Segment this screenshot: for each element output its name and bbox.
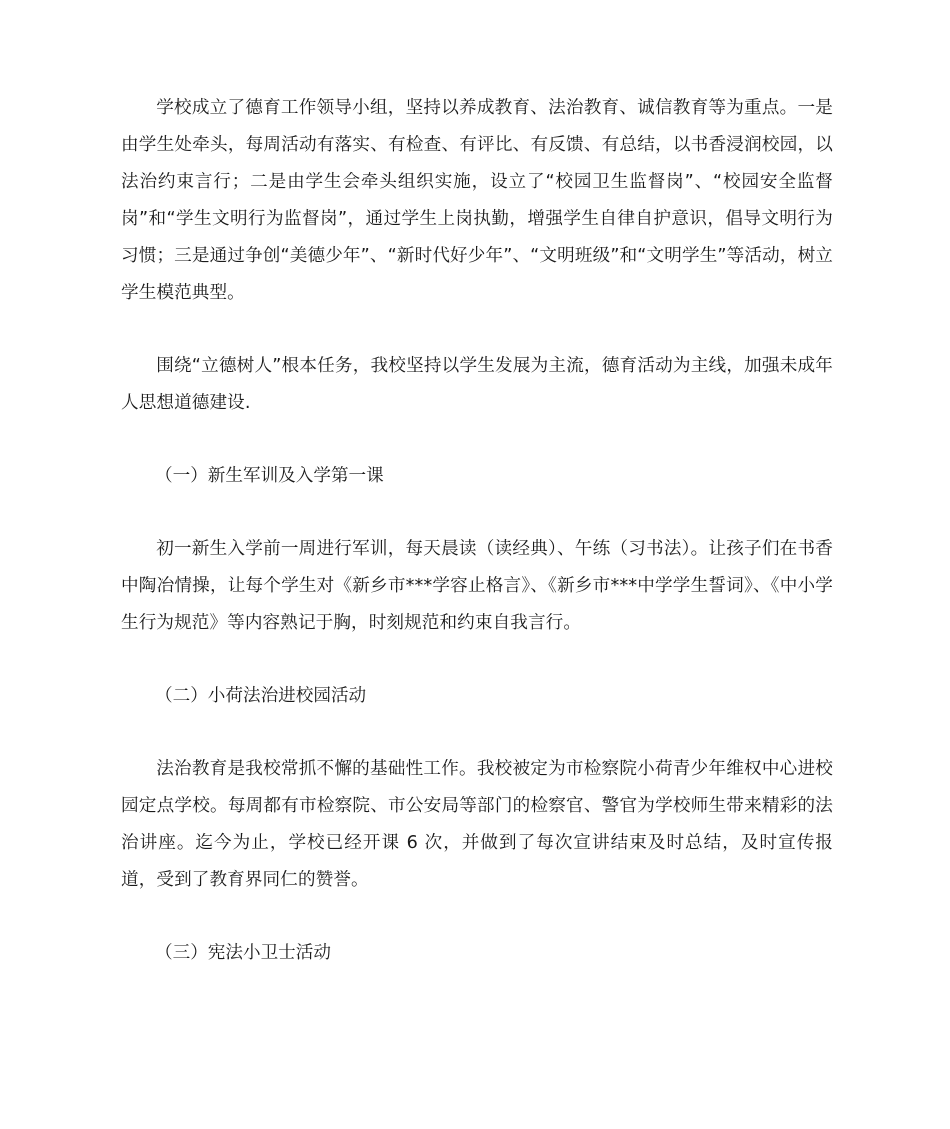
paragraph-military-training: 初一新生入学前一周进行军训，每天晨读（读经典）、午练（习书法）。让孩子们在书香中陶冶情操，让每个学生对《新乡市***学容止格言》、《新乡市***中学学生誓词》、《中小学生行为规范》等内容熟记于胸，时刻规范和约束自我言行。 <box>121 539 833 633</box>
paragraph-rule-of-law: 法治教育是我校常抓不懈的基础性工作。我校被定为市检察院小荷青少年维权中心进校园定点学校。每周都有市检察院、市公安局等部门的检察官、警官为学校师生带来精彩的法治讲座。迄今为止，学校已经开课 6 次，并做到了每次宣讲结束及时总结，及时宣传报道，受到了教育界同仁的赞誉。 <box>121 759 833 890</box>
paragraph-lide-shuren: 围绕“立德树人”根本任务，我校坚持以学生发展为主流，德育活动为主线，加强未成年人思想道德建设. <box>121 356 833 413</box>
paragraph-moral-education-group: 学校成立了德育工作领导小组，坚持以养成教育、法治教育、诚信教育等为重点。一是由学生处牵头，每周活动有落实、有检查、有评比、有反馈、有总结，以书香浸润校园，以法治约束言行；二是由学生会牵头组织实施，设立了“校园卫生监督岗”、“校园安全监督岗”和“学生文明行为监督岗”，通过学生上岗执勤，增强学生自律自护意识，倡导文明行为习惯；三是通过争创“美德少年”、“新时代好少年”、“文明班级”和“文明学生”等活动，树立学生模范典型。 <box>121 98 833 303</box>
document-body <box>121 90 833 972</box>
section-heading-rule-of-law: （二）小荷法治进校园活动 <box>155 686 367 706</box>
section-heading-military-training: （一）新生军训及入学第一课 <box>155 466 384 486</box>
section-heading-constitution-guard: （三）宪法小卫士活动 <box>155 943 331 963</box>
